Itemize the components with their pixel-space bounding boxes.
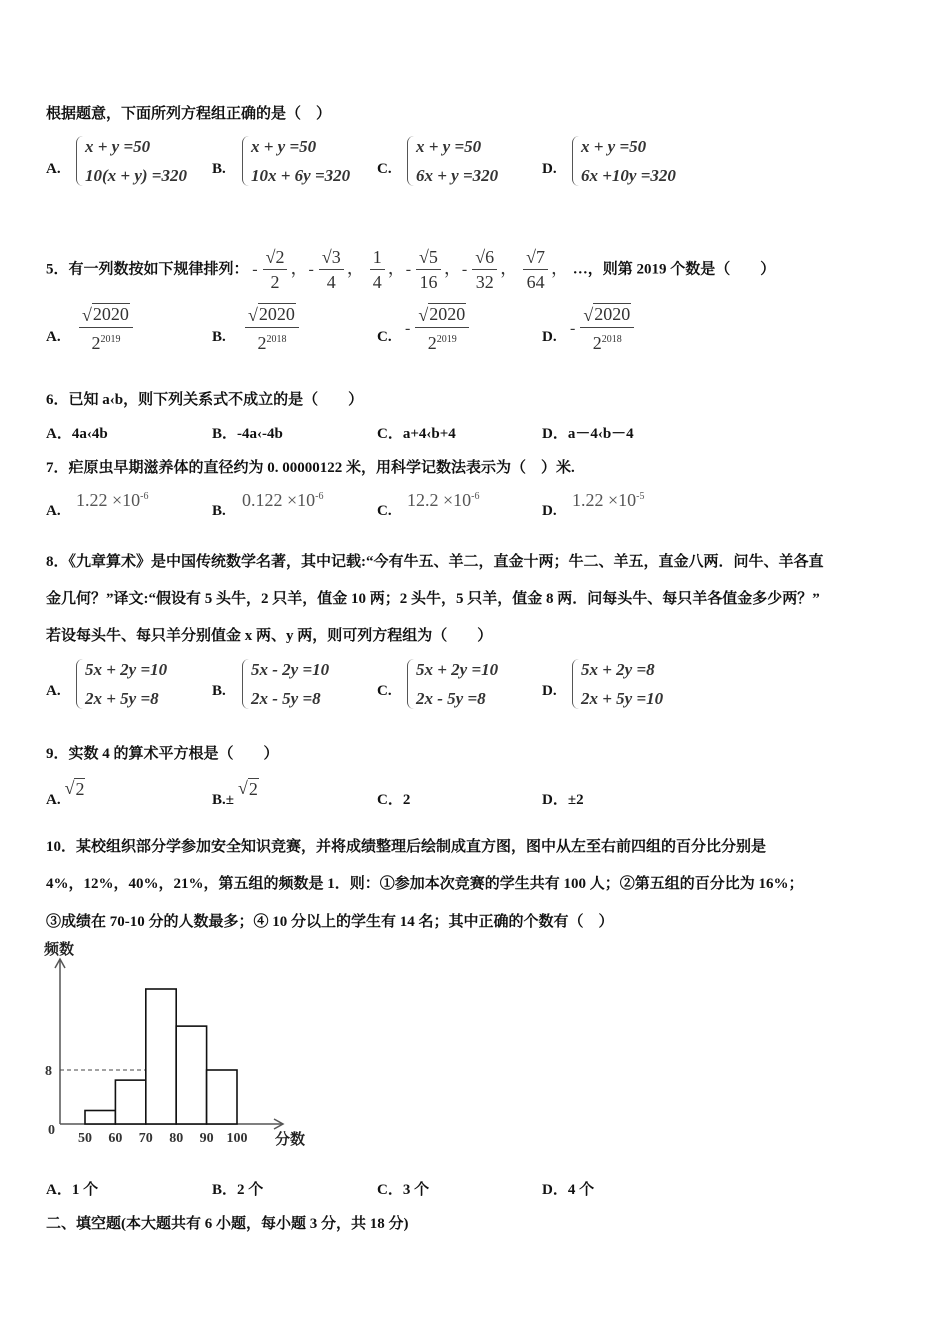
sequence-term <box>252 247 309 292</box>
prefix: ± <box>225 792 234 808</box>
fraction <box>580 303 634 355</box>
equation-2: 2x - 5y =8 <box>251 689 321 708</box>
q8-line-3: 若设每头牛、每只羊分别值金 x 两、y 两，则可列方程组为（ ） <box>46 628 493 644</box>
equation-system <box>76 655 167 713</box>
sign: - <box>308 260 314 278</box>
q4-stem: 根据题意，下面所列方程组正确的是（ ） <box>46 106 332 122</box>
mantissa: 0.122 ×10 <box>242 490 316 510</box>
sign: - <box>570 320 576 338</box>
square-root <box>418 303 466 327</box>
equation-rows <box>581 655 663 713</box>
equation-system <box>242 132 350 190</box>
y-tick-label: 8 <box>45 1064 52 1079</box>
fraction <box>370 245 385 294</box>
radicand: 2020 <box>594 304 631 324</box>
equation-1: 5x + 2y =10 <box>85 660 168 679</box>
option-label: B. <box>212 503 226 519</box>
base: 2 <box>257 333 267 353</box>
option-math <box>76 490 149 511</box>
option-a[interactable] <box>46 778 85 809</box>
numerator: 1 <box>370 245 385 270</box>
separator: ， <box>346 257 365 278</box>
numerator: √6 <box>472 245 497 270</box>
denominator <box>428 328 457 355</box>
option-label: B. <box>212 792 226 808</box>
fraction <box>245 303 299 355</box>
histogram-chart <box>40 938 330 1153</box>
equation-rows <box>416 655 498 713</box>
equation-2: 2x - 5y =8 <box>416 689 486 708</box>
equation-2: 6x +10y =320 <box>581 166 676 185</box>
numerator: √2 <box>263 245 288 270</box>
sign: - <box>405 260 412 278</box>
left-brace-icon <box>242 136 249 186</box>
mantissa: 1.22 ×10 <box>76 490 141 510</box>
sequence-term <box>518 247 570 292</box>
option-label: D． <box>542 792 568 808</box>
option-label: D. <box>542 503 557 519</box>
q5-sequence <box>252 247 570 292</box>
square-root <box>82 303 130 327</box>
left-brace-icon <box>407 659 414 709</box>
equation-1: 5x - 2y =10 <box>251 660 330 679</box>
option-b[interactable]: B．-4a‹-4b <box>212 426 283 442</box>
sign: - <box>405 320 411 338</box>
exponent: -6 <box>315 491 324 502</box>
numerator <box>415 303 469 328</box>
sequence-term <box>308 247 365 292</box>
option-label: C. <box>377 683 392 699</box>
option-label: A. <box>46 161 61 177</box>
option-label: B. <box>212 683 226 699</box>
x-tick-label: 50 <box>78 1131 92 1146</box>
option-b[interactable] <box>212 778 259 809</box>
answer-value: ±2 <box>567 792 584 808</box>
separator: ， <box>500 257 519 278</box>
radicand: 2 <box>248 779 258 799</box>
equation-2: 10x + 6y =320 <box>251 166 351 185</box>
numerator <box>245 303 299 328</box>
equation-rows <box>416 132 498 190</box>
square-root <box>248 303 296 327</box>
option-c[interactable]: C．3 个 <box>377 1182 430 1198</box>
option-label: B. <box>212 329 226 345</box>
square-root <box>583 303 631 327</box>
histogram-bar <box>115 1080 145 1124</box>
exponent: -6 <box>471 491 480 502</box>
separator: ， <box>443 257 462 278</box>
equation-system <box>572 132 676 190</box>
fraction <box>472 245 497 294</box>
sequence-term <box>461 247 519 292</box>
section-2-heading: 二、填空题(本大题共有 6 小题，每小题 3 分，共 18 分) <box>46 1216 409 1232</box>
base: 2 <box>91 333 101 353</box>
option-math <box>572 490 645 511</box>
option-b[interactable]: B．2 个 <box>212 1182 264 1198</box>
radicand: 2020 <box>258 304 295 324</box>
histogram-bar <box>207 1070 237 1124</box>
option-a[interactable]: A．1 个 <box>46 1182 99 1198</box>
denominator <box>257 328 286 355</box>
option-d[interactable]: D．4 个 <box>542 1182 595 1198</box>
option-math <box>407 490 480 511</box>
q5-stem <box>46 245 775 294</box>
histogram-bar <box>146 989 176 1124</box>
x-tick-label: 80 <box>169 1131 184 1146</box>
option-label: C. <box>377 503 392 519</box>
radical-icon: √ <box>82 305 92 325</box>
denominator: 32 <box>475 272 494 292</box>
option-math <box>240 303 302 355</box>
y-axis-label: 频数 <box>44 941 75 958</box>
equation-2: 2x + 5y =8 <box>85 689 159 708</box>
histogram-bar <box>176 1026 206 1124</box>
equation-rows <box>251 132 350 190</box>
equation-1: x + y =50 <box>85 137 151 156</box>
equation-system <box>407 132 498 190</box>
histogram-marks <box>45 989 248 1146</box>
radical-icon: √ <box>248 305 258 325</box>
q8-line-2: 金几何？”译文:“假设有 5 头牛，2 只羊，值金 10 两；2 头牛，5 只羊，值金 8 两．问每头牛、每只羊各值金多少两？” <box>46 591 820 607</box>
exponent: 2018 <box>601 334 622 345</box>
option-label: A. <box>46 792 61 808</box>
fraction <box>415 303 469 355</box>
fraction <box>416 245 441 294</box>
option-c[interactable] <box>377 788 410 809</box>
x-tick-label: 100 <box>226 1131 248 1146</box>
separator: ， <box>551 257 570 278</box>
equation-rows <box>581 132 676 190</box>
fraction <box>523 245 548 294</box>
base: 2 <box>592 333 602 353</box>
option-math <box>242 490 324 511</box>
option-label: A. <box>46 503 61 519</box>
square-root <box>238 778 259 799</box>
q7-stem: 7．疟原虫早期滋养体的直径约为 0. 00000122 米，用科学记数法表示为（ ）米. <box>46 460 575 476</box>
denominator: 64 <box>526 272 545 292</box>
option-math <box>405 303 472 355</box>
option-label: A. <box>46 329 61 345</box>
numerator: √7 <box>523 245 548 270</box>
q6-stem: 6．已知 a‹b，则下列关系式不成立的是（ ） <box>46 392 364 408</box>
equation-1: 5x + 2y =8 <box>581 660 655 679</box>
option-label: C. <box>377 329 392 345</box>
left-brace-icon <box>242 659 249 709</box>
x-axis-label: 分数 <box>275 1131 306 1148</box>
left-brace-icon <box>76 136 83 186</box>
equation-1: x + y =50 <box>416 137 482 156</box>
left-brace-icon <box>572 659 579 709</box>
numerator <box>79 303 133 328</box>
exponent: -6 <box>140 491 149 502</box>
q5-stem-text: 5．有一列数按如下规律排列： <box>46 261 249 278</box>
radicand: 2020 <box>429 304 466 324</box>
mantissa: 1.22 ×10 <box>572 490 637 510</box>
equation-system <box>407 655 498 713</box>
equation-rows <box>85 132 187 190</box>
q8-line-1: 8．《九章算术》是中国传统数学名著，其中记载:“今有牛五、羊二，直金十两；牛二、羊五，直金八两．问牛、羊各直 <box>46 554 824 570</box>
fraction <box>319 245 344 294</box>
fraction <box>263 245 288 294</box>
equation-2: 6x + y =320 <box>416 166 499 185</box>
equation-system <box>242 655 329 713</box>
q10-line-2: 4%，12%，40%，21%，第五组的频数是 1．则：①参加本次竞赛的学生共有 100 人；②第五组的百分比为 16%； <box>46 876 804 892</box>
answer-value: 2 <box>402 792 411 808</box>
q5-suffix: …，则第 2019 个数是（ ） <box>572 261 776 278</box>
sign: - <box>461 260 468 278</box>
option-math <box>74 303 136 355</box>
equation-system <box>76 132 187 190</box>
equation-rows <box>85 655 167 713</box>
equation-1: x + y =50 <box>581 137 647 156</box>
equation-2: 2x + 5y =10 <box>581 689 664 708</box>
histogram-bar <box>85 1111 115 1125</box>
denominator: 4 <box>326 272 336 292</box>
left-brace-icon <box>407 136 414 186</box>
x-tick-label: 90 <box>199 1131 214 1146</box>
option-c[interactable]: C．a+4‹b+4 <box>377 426 456 442</box>
exponent: 2019 <box>436 334 457 345</box>
option-label: B. <box>212 161 226 177</box>
y-tick-label: 0 <box>48 1123 55 1138</box>
left-brace-icon <box>76 659 83 709</box>
x-tick-label: 60 <box>108 1131 123 1146</box>
radical-icon: √ <box>418 305 429 325</box>
sign: - <box>252 260 258 278</box>
denominator: 4 <box>372 272 382 292</box>
numerator <box>580 303 634 328</box>
radicand: 2020 <box>92 304 129 324</box>
exponent: -5 <box>636 491 645 502</box>
option-label: C． <box>377 792 403 808</box>
separator: ， <box>290 257 309 278</box>
square-root <box>65 778 86 799</box>
equation-rows <box>251 655 329 713</box>
left-brace-icon <box>572 136 579 186</box>
equation-1: 5x + 2y =10 <box>416 660 499 679</box>
radical-icon: √ <box>64 778 75 798</box>
option-label: D. <box>542 329 557 345</box>
denominator <box>593 328 622 355</box>
equation-system <box>572 655 663 713</box>
option-label: D. <box>542 161 557 177</box>
base: 2 <box>427 333 437 353</box>
q9-stem: 9．实数 4 的算术平方根是（ ） <box>46 746 279 762</box>
radicand: 2 <box>75 779 85 799</box>
denominator: 2 <box>270 272 280 292</box>
option-a[interactable]: A．4a‹4b <box>46 426 108 442</box>
fraction <box>79 303 133 355</box>
numerator: √3 <box>319 245 344 270</box>
equation-2: 10(x + y) =320 <box>85 166 187 185</box>
numerator: √5 <box>416 245 441 270</box>
option-math <box>570 303 637 355</box>
exponent: 2019 <box>100 334 121 345</box>
separator: ， <box>387 257 406 278</box>
radical-icon: √ <box>583 305 594 325</box>
denominator <box>91 328 120 355</box>
radical-icon: √ <box>238 778 248 798</box>
exponent: 2018 <box>266 334 287 345</box>
option-label: A. <box>46 683 61 699</box>
option-label: C. <box>377 161 392 177</box>
x-tick-label: 70 <box>138 1131 153 1146</box>
option-d[interactable] <box>542 788 584 809</box>
mantissa: 12.2 ×10 <box>407 490 472 510</box>
option-d[interactable]: D．a－4‹b－4 <box>542 426 634 442</box>
option-label: D. <box>542 683 557 699</box>
sequence-term <box>405 247 462 292</box>
equation-1: x + y =50 <box>251 137 317 156</box>
denominator: 16 <box>419 272 438 292</box>
q10-line-1: 10．某校组织部分学参加安全知识竞赛，并将成绩整理后绘制成直方图，图中从左至右前四组的百分比分别是 <box>46 839 767 855</box>
q10-line-3: ③成绩在 70-10 分的人数最多；④ 10 分以上的学生有 14 名；其中正确的个数有（ ） <box>46 914 614 930</box>
sequence-term <box>365 247 406 292</box>
